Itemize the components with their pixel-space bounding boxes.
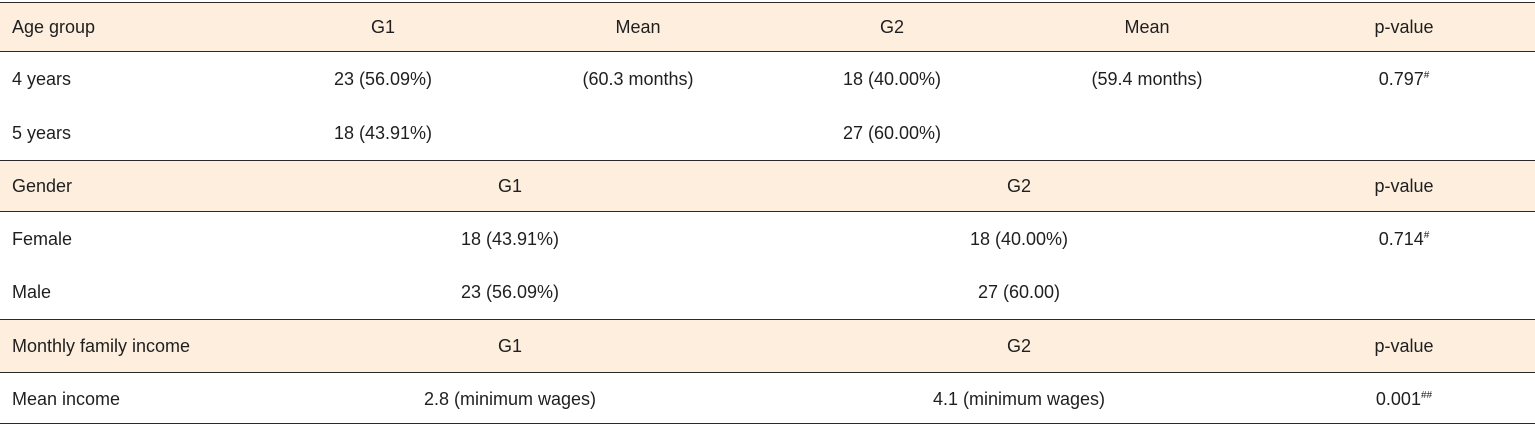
g2-value: 18 (40.00%) [969, 229, 1069, 249]
header-g2: G2 [1006, 176, 1032, 196]
row-label: 5 years [12, 123, 72, 143]
section-header-gender [0, 161, 1535, 211]
section-header-income [0, 320, 1535, 372]
table-row [0, 212, 1535, 265]
table-row [0, 373, 1535, 423]
p-value [1379, 69, 1430, 89]
g1-value: 2.8 (minimum wages) [423, 389, 597, 409]
g2-value: 27 (60.00) [977, 282, 1061, 302]
g2-value: 4.1 (minimum wages) [932, 389, 1106, 409]
table-row [0, 265, 1535, 319]
row-label: 4 years [12, 69, 72, 89]
header-g1: G1 [497, 336, 523, 356]
p-value-number: 0.714 [1378, 229, 1424, 249]
header-g2: G2 [879, 17, 905, 37]
table-row [0, 52, 1535, 106]
p-value-number: 0.797 [1378, 69, 1424, 89]
g1-mean-value: (60.3 months) [582, 69, 694, 89]
header-g1: G1 [370, 17, 396, 37]
g1-value: 23 (56.09%) [460, 282, 560, 302]
p-value-footnote-mark: # [1423, 70, 1430, 81]
header-gender: Gender [12, 176, 73, 196]
g1-value: 18 (43.91%) [460, 229, 560, 249]
p-value-footnote-mark: # [1423, 230, 1430, 241]
header-g1: G1 [497, 176, 523, 196]
p-value-number: 0.001 [1375, 389, 1421, 409]
header-mean-g1: Mean [615, 17, 661, 37]
row-label: Female [12, 229, 73, 249]
header-monthly-family-income: Monthly family income [12, 336, 191, 356]
table-row [0, 106, 1535, 160]
row-label: Mean income [12, 389, 121, 409]
g1-value: 18 (43.91%) [333, 123, 433, 143]
header-p-value: p-value [1374, 17, 1434, 37]
row-label: Male [12, 282, 52, 302]
g2-value: 18 (40.00%) [842, 69, 942, 89]
p-value [1376, 389, 1432, 409]
g2-value: 27 (60.00%) [842, 123, 942, 143]
header-age-group: Age group [12, 17, 96, 37]
header-mean-g2: Mean [1124, 17, 1170, 37]
header-p-value: p-value [1374, 176, 1434, 196]
g1-value: 23 (56.09%) [333, 69, 433, 89]
section-header-age [0, 3, 1535, 51]
header-p-value: p-value [1374, 336, 1434, 356]
p-value [1379, 229, 1430, 249]
p-value-footnote-mark: ## [1420, 390, 1433, 401]
header-g2: G2 [1006, 336, 1032, 356]
g2-mean-value: (59.4 months) [1091, 69, 1203, 89]
